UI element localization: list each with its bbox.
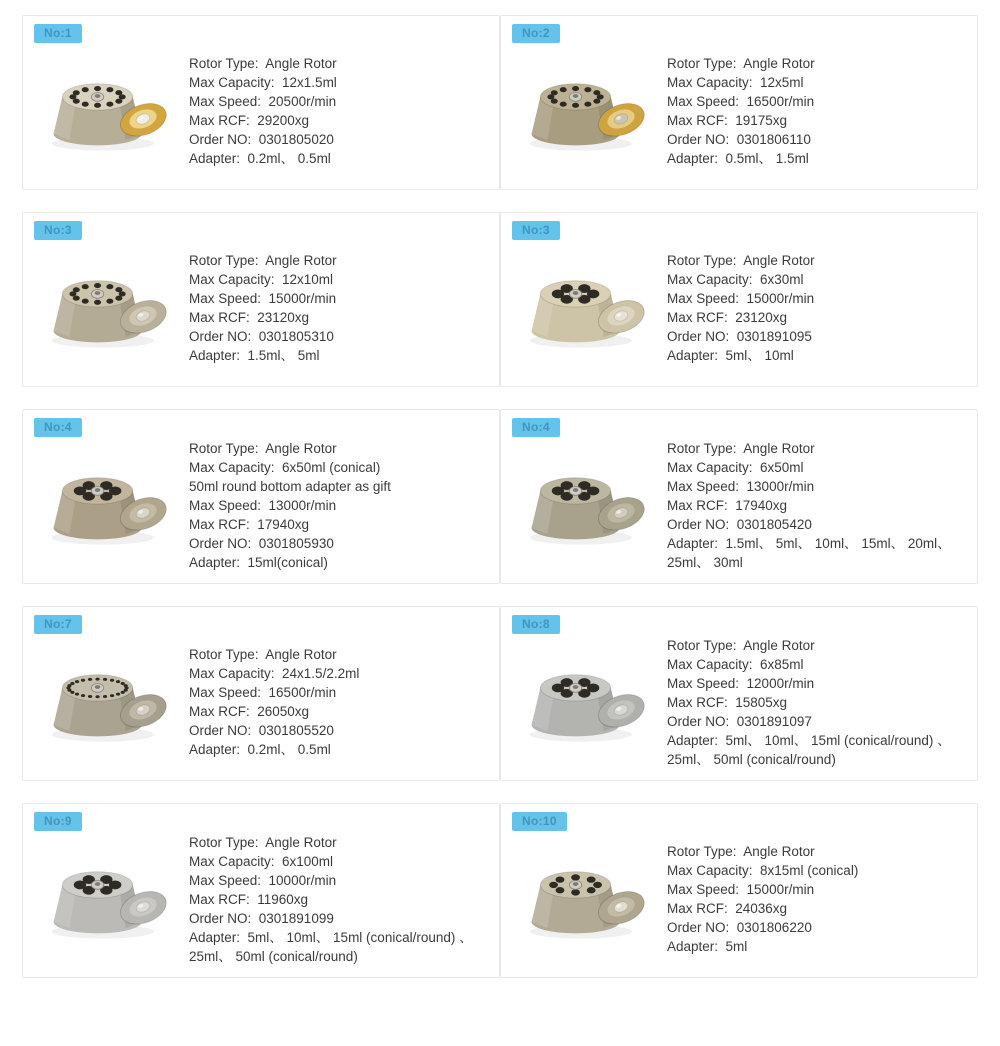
product-card-body — [23, 43, 499, 189]
spec-line: Max Capacity: 8x15ml (conical) — [667, 863, 859, 878]
spec-line: Max RCF: 17940xg — [667, 497, 788, 513]
product-number-badge: No:1 — [34, 24, 82, 43]
product-number-badge: No:3 — [34, 221, 82, 240]
spec-line: Adapter: 0.2ml、 0.5ml — [189, 151, 331, 166]
rotor-product-image — [43, 262, 175, 354]
product-card — [22, 606, 500, 781]
spec-line: Max RCF: 19175xg — [667, 113, 788, 128]
spec-line: Max Capacity: 24x1.5/2.2ml — [189, 666, 360, 681]
product-card — [22, 803, 500, 978]
product-grid — [22, 15, 978, 978]
spec-line: Max Speed: 15000r/min — [667, 882, 815, 897]
spec-line: Max Speed: 16500r/min — [189, 685, 337, 700]
spec-line: Adapter: 5ml、 10ml、 15ml (conical/round) 、 25ml、 50ml (conical/round) — [667, 732, 955, 767]
spec-line: Order NO: 0301805520 — [189, 723, 334, 738]
spec-line: Rotor Type: Angle Rotor — [667, 844, 815, 859]
angle-rotor-icon — [521, 656, 653, 748]
spec-line: Rotor Type: Angle Rotor — [667, 56, 815, 71]
spec-line: Rotor Type: Angle Rotor — [667, 637, 815, 653]
angle-rotor-icon — [43, 459, 175, 551]
spec-list — [189, 54, 489, 168]
spec-line: Adapter: 0.2ml、 0.5ml — [189, 742, 331, 757]
spec-line: Max RCF: 29200xg — [189, 113, 310, 128]
rotor-product-image — [521, 262, 653, 354]
spec-list — [189, 251, 489, 365]
spec-line: Rotor Type: Angle Rotor — [189, 56, 337, 71]
spec-line: Adapter: 15ml(conical) — [189, 554, 328, 570]
spec-line: Max Speed: 13000r/min — [667, 478, 815, 494]
product-card — [500, 15, 978, 190]
product-number-badge: No:3 — [512, 221, 560, 240]
angle-rotor-icon — [43, 262, 175, 354]
angle-rotor-icon — [43, 656, 175, 748]
product-card-body — [501, 43, 977, 189]
spec-line: Rotor Type: Angle Rotor — [667, 440, 815, 456]
spec-line: Max Capacity: 6x50ml — [667, 459, 804, 475]
spec-line: Max Capacity: 6x30ml — [667, 272, 804, 287]
rotor-product-image — [43, 853, 175, 945]
angle-rotor-icon — [521, 65, 653, 157]
spec-line: Max Capacity: 6x85ml — [667, 656, 804, 672]
product-number-badge: No:8 — [512, 615, 560, 634]
angle-rotor-icon — [43, 65, 175, 157]
spec-line: Order NO: 0301806220 — [667, 920, 812, 935]
angle-rotor-icon — [521, 459, 653, 551]
spec-line: Max Speed: 15000r/min — [189, 291, 337, 306]
spec-line: Order NO: 0301806110 — [667, 132, 811, 147]
product-number-badge: No:10 — [512, 812, 567, 831]
spec-line: 50ml round bottom adapter as gift — [189, 478, 391, 494]
spec-line: Max Capacity: 6x100ml — [189, 853, 334, 869]
product-number-badge: No:4 — [512, 418, 560, 437]
spec-line: Max Capacity: 6x50ml (conical) — [189, 459, 381, 475]
product-card — [22, 15, 500, 190]
spec-line: Max RCF: 15805xg — [667, 694, 788, 710]
product-card — [500, 409, 978, 584]
spec-line: Max Speed: 20500r/min — [189, 94, 337, 109]
spec-list — [667, 636, 967, 769]
spec-line: Max RCF: 24036xg — [667, 901, 788, 916]
spec-line: Max Speed: 16500r/min — [667, 94, 815, 109]
rotor-product-image — [521, 656, 653, 748]
spec-line: Rotor Type: Angle Rotor — [667, 253, 815, 268]
product-card-body — [501, 634, 977, 780]
angle-rotor-icon — [43, 853, 175, 945]
angle-rotor-icon — [521, 853, 653, 945]
spec-list — [189, 833, 489, 966]
rotor-product-image — [43, 656, 175, 748]
spec-line: Order NO: 0301805930 — [189, 535, 334, 551]
spec-line: Adapter: 5ml — [667, 939, 748, 954]
rotor-product-image — [521, 459, 653, 551]
spec-line: Max RCF: 23120xg — [189, 310, 310, 325]
spec-line: Max RCF: 17940xg — [189, 516, 310, 532]
angle-rotor-icon — [521, 262, 653, 354]
spec-list — [189, 645, 489, 759]
spec-line: Order NO: 0301805420 — [667, 516, 812, 532]
product-card-body — [501, 240, 977, 386]
spec-list — [667, 251, 967, 365]
spec-line: Adapter: 5ml、 10ml、 15ml (conical/round) 、 25ml、 50ml (conical/round) — [189, 929, 477, 964]
spec-line: Rotor Type: Angle Rotor — [189, 440, 337, 456]
spec-list — [667, 54, 967, 168]
spec-line: Order NO: 0301891095 — [667, 329, 812, 344]
product-card — [500, 212, 978, 387]
product-number-badge: No:4 — [34, 418, 82, 437]
spec-line: Max RCF: 23120xg — [667, 310, 788, 325]
product-card — [22, 212, 500, 387]
product-number-badge: No:2 — [512, 24, 560, 43]
spec-line: Adapter: 1.5ml、 5ml — [189, 348, 320, 363]
product-card-body — [23, 634, 499, 780]
rotor-product-image — [43, 65, 175, 157]
spec-list — [189, 439, 489, 572]
product-card — [500, 803, 978, 978]
spec-line: Max RCF: 11960xg — [189, 891, 309, 907]
spec-line: Max Speed: 10000r/min — [189, 872, 337, 888]
product-card — [500, 606, 978, 781]
spec-line: Max Capacity: 12x5ml — [667, 75, 804, 90]
spec-line: Adapter: 5ml、 10ml — [667, 348, 794, 363]
spec-line: Order NO: 0301805020 — [189, 132, 334, 147]
rotor-product-image — [521, 65, 653, 157]
product-card-body — [23, 831, 499, 977]
spec-line: Max RCF: 26050xg — [189, 704, 310, 719]
spec-line: Adapter: 0.5ml、 1.5ml — [667, 151, 809, 166]
product-number-badge: No:9 — [34, 812, 82, 831]
spec-line: Rotor Type: Angle Rotor — [189, 253, 337, 268]
spec-line: Order NO: 0301805310 — [189, 329, 334, 344]
spec-line: Order NO: 0301891097 — [667, 713, 812, 729]
product-number-badge: No:7 — [34, 615, 82, 634]
spec-line: Max Speed: 12000r/min — [667, 675, 815, 691]
spec-list — [667, 439, 967, 572]
product-card — [22, 409, 500, 584]
spec-line: Rotor Type: Angle Rotor — [189, 834, 337, 850]
spec-line: Max Speed: 15000r/min — [667, 291, 815, 306]
product-card-body — [501, 831, 977, 977]
spec-list — [667, 842, 967, 956]
spec-line: Max Speed: 13000r/min — [189, 497, 337, 513]
product-card-body — [23, 240, 499, 386]
spec-line: Order NO: 0301891099 — [189, 910, 334, 926]
product-card-body — [501, 437, 977, 583]
spec-line: Rotor Type: Angle Rotor — [189, 647, 337, 662]
product-card-body — [23, 437, 499, 583]
spec-line: Adapter: 1.5ml、 5ml、 10ml、 15ml、 20ml、 25ml、 30ml — [667, 535, 955, 570]
spec-line: Max Capacity: 12x10ml — [189, 272, 334, 287]
rotor-product-image — [43, 459, 175, 551]
rotor-product-image — [521, 853, 653, 945]
spec-line: Max Capacity: 12x1.5ml — [189, 75, 337, 90]
